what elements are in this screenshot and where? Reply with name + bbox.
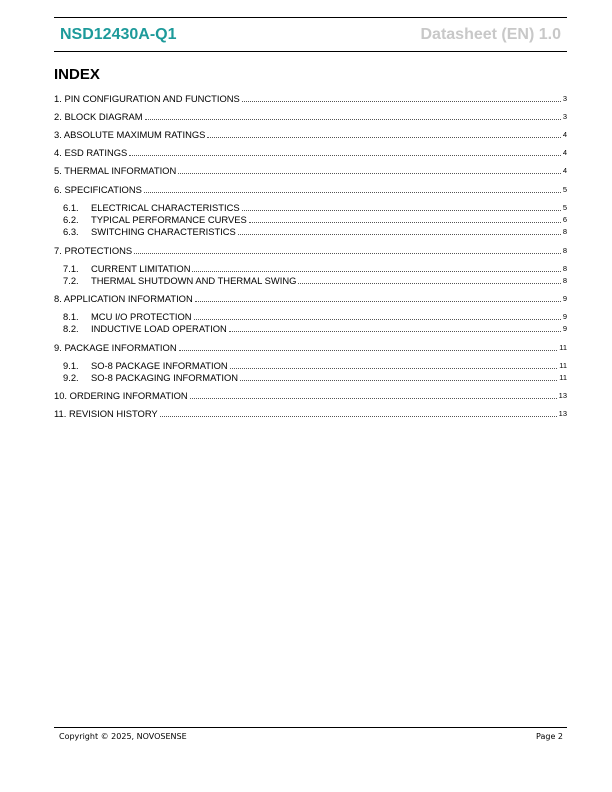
- toc-leader-dots: [229, 331, 561, 332]
- toc-entry-title: MCU I/O PROTECTION: [91, 311, 192, 322]
- toc-entry-title: PROTECTIONS: [64, 245, 133, 256]
- toc-page-number: 8: [562, 227, 567, 236]
- toc-entry-label: [54, 390, 188, 402]
- toc-entry[interactable]: [54, 342, 567, 354]
- toc-leader-dots: [242, 101, 561, 102]
- toc-leader-dots: [238, 234, 561, 235]
- toc-entry[interactable]: [54, 184, 567, 196]
- toc-entry[interactable]: [54, 293, 567, 305]
- toc-page-number: 11: [559, 361, 567, 370]
- toc-entry-title: THERMAL SHUTDOWN AND THERMAL SWING: [91, 275, 297, 286]
- toc-subentry[interactable]: [63, 275, 567, 287]
- toc-entry-title: APPLICATION INFORMATION: [63, 293, 193, 304]
- toc-entry-number: 11.: [54, 408, 67, 419]
- footer-copyright: Copyright © 2025, NOVOSENSE: [59, 732, 187, 741]
- toc-entry-label: [54, 111, 143, 123]
- toc-leader-dots: [242, 210, 561, 211]
- toc-page-number: 6: [562, 215, 567, 224]
- toc-entry-title: SO-8 PACKAGING INFORMATION: [91, 372, 239, 383]
- document-version: Datasheet (EN) 1.0: [420, 26, 561, 43]
- toc-entry-title: ELECTRICAL CHARACTERISTICS: [91, 202, 240, 213]
- toc-entry-number: 9.: [54, 342, 62, 353]
- toc-entry-label: [63, 372, 238, 384]
- toc-subentry[interactable]: [63, 202, 567, 214]
- toc-entry-number: 7.2.: [63, 275, 79, 286]
- toc-page-number: 8: [562, 264, 567, 273]
- toc-entry[interactable]: [54, 147, 567, 159]
- toc-page-number: 4: [562, 148, 567, 157]
- toc-subentry[interactable]: [63, 311, 567, 323]
- toc-entry-number: 9.2.: [63, 372, 79, 383]
- toc-entry-number: 3.: [54, 129, 62, 140]
- toc-leader-dots: [192, 271, 560, 272]
- toc-leader-dots: [144, 192, 561, 193]
- toc-subentry[interactable]: [63, 214, 567, 226]
- toc-entry-number: 7.: [54, 245, 62, 256]
- toc-entry-number: 6.3.: [63, 226, 79, 237]
- toc-entry-title: SWITCHING CHARACTERISTICS: [91, 226, 236, 237]
- toc-entry-label: [54, 147, 127, 159]
- toc-entry-number: 8.1.: [63, 311, 79, 322]
- toc-entry-label: [54, 165, 176, 177]
- toc-entry-label: [63, 202, 240, 214]
- toc-leader-dots: [230, 368, 558, 369]
- toc-entry[interactable]: [54, 245, 567, 257]
- toc-entry-title: ORDERING INFORMATION: [69, 390, 188, 401]
- toc-page-number: 9: [562, 324, 567, 333]
- toc-entry-title: ABSOLUTE MAXIMUM RATINGS: [63, 129, 206, 140]
- toc-page-number: 3: [562, 94, 567, 103]
- toc-page-number: 4: [562, 166, 567, 175]
- toc-page-number: 11: [559, 343, 567, 352]
- toc-entry-label: [63, 311, 192, 323]
- toc-entry-number: 8.: [54, 293, 62, 304]
- toc-page-number: 5: [562, 185, 567, 194]
- toc-entry-number: 6.: [54, 184, 62, 195]
- toc-subentry[interactable]: [63, 323, 567, 335]
- toc-leader-dots: [129, 155, 561, 156]
- toc-entry-number: 4.: [54, 147, 62, 158]
- toc-leader-dots: [190, 398, 557, 399]
- toc-leader-dots: [194, 319, 561, 320]
- table-of-contents: [54, 0, 567, 792]
- toc-entry-title: SO-8 PACKAGE INFORMATION: [91, 360, 228, 371]
- toc-leader-dots: [179, 350, 558, 351]
- toc-page-number: 8: [562, 276, 567, 285]
- toc-entry-title: BLOCK DIAGRAM: [64, 111, 143, 122]
- toc-page-number: 5: [562, 203, 567, 212]
- toc-page-number: 8: [562, 246, 567, 255]
- toc-entry-number: 8.2.: [63, 323, 79, 334]
- toc-entry-label: [63, 323, 227, 335]
- toc-entry[interactable]: [54, 408, 567, 420]
- toc-leader-dots: [145, 119, 561, 120]
- toc-entry-label: [54, 184, 142, 196]
- toc-entry-number: 6.2.: [63, 214, 79, 225]
- toc-entry-title: PACKAGE INFORMATION: [64, 342, 177, 353]
- toc-entry-title: CURRENT LIMITATION: [91, 263, 191, 274]
- toc-entry-number: 1.: [54, 93, 62, 104]
- index-title: INDEX: [54, 66, 100, 83]
- toc-entry[interactable]: [54, 111, 567, 123]
- toc-entry-label: [54, 245, 132, 257]
- toc-page-number: 3: [562, 112, 567, 121]
- toc-entry-label: [63, 226, 236, 238]
- toc-page-number: 4: [562, 130, 567, 139]
- toc-entry[interactable]: [54, 390, 567, 402]
- toc-page-number: 13: [558, 391, 567, 400]
- footer-page-number: Page 2: [536, 732, 563, 741]
- toc-entry[interactable]: [54, 165, 567, 177]
- toc-leader-dots: [249, 222, 561, 223]
- toc-entry-number: 9.1.: [63, 360, 79, 371]
- toc-leader-dots: [195, 301, 561, 302]
- toc-entry-label: [54, 93, 240, 105]
- toc-entry-label: [63, 214, 247, 226]
- toc-entry-number: 10.: [54, 390, 68, 401]
- toc-entry-title: REVISION HISTORY: [68, 408, 158, 419]
- toc-subentry[interactable]: [63, 226, 567, 238]
- toc-entry-label: [54, 342, 177, 354]
- toc-entry-label: [63, 360, 228, 372]
- toc-entry-label: [54, 129, 205, 141]
- toc-entry-number: 6.1.: [63, 202, 79, 213]
- toc-leader-dots: [207, 137, 560, 138]
- toc-page-number: 11: [559, 373, 567, 382]
- toc-entry-title: PIN CONFIGURATION AND FUNCTIONS: [64, 93, 240, 104]
- toc-subentry[interactable]: [63, 360, 567, 372]
- toc-entry-title: INDUCTIVE LOAD OPERATION: [91, 323, 227, 334]
- toc-entry-label: [54, 408, 158, 420]
- toc-page-number: 9: [562, 312, 567, 321]
- toc-entry-number: 2.: [54, 111, 62, 122]
- toc-leader-dots: [160, 416, 557, 417]
- toc-entry-label: [63, 263, 190, 275]
- toc-entry[interactable]: [54, 93, 567, 105]
- toc-entry-title: SPECIFICATIONS: [64, 184, 142, 195]
- toc-entry-title: THERMAL INFORMATION: [64, 165, 177, 176]
- toc-leader-dots: [298, 283, 560, 284]
- toc-subentry[interactable]: [63, 263, 567, 275]
- toc-page-number: 9: [562, 294, 567, 303]
- toc-entry-label: [63, 275, 296, 287]
- toc-entry-label: [54, 293, 193, 305]
- toc-leader-dots: [240, 380, 557, 381]
- toc-entry-title: TYPICAL PERFORMANCE CURVES: [91, 214, 247, 225]
- toc-entry[interactable]: [54, 129, 567, 141]
- toc-page-number: 13: [558, 409, 567, 418]
- toc-subentry[interactable]: [63, 372, 567, 384]
- toc-entry-title: ESD RATINGS: [64, 147, 128, 158]
- footer-divider: [54, 727, 567, 728]
- toc-leader-dots: [178, 173, 561, 174]
- product-name: NSD12430A-Q1: [60, 26, 177, 43]
- toc-entry-number: 7.1.: [63, 263, 79, 274]
- toc-leader-dots: [134, 253, 561, 254]
- toc-entry-number: 5.: [54, 165, 62, 176]
